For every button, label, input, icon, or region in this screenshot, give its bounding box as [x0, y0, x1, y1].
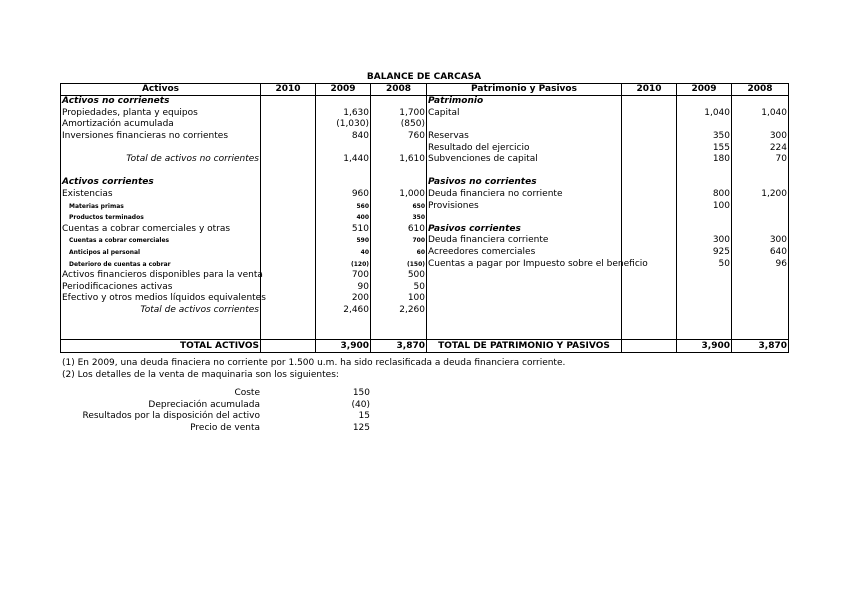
asset-2010 [261, 177, 316, 189]
liab-2009: 1,040 [677, 108, 732, 120]
liab-label [427, 316, 622, 328]
liab-2008 [732, 166, 789, 178]
header-row [61, 84, 789, 96]
asset-2008: 1,700 [371, 108, 427, 120]
total-assets-2009: 3,900 [316, 340, 371, 353]
liab-label: Reservas [427, 131, 622, 143]
asset-label: Productos terminados [61, 212, 261, 224]
asset-2009: 960 [316, 189, 371, 201]
asset-2009: 200 [316, 293, 371, 305]
table-row [61, 142, 789, 154]
liab-2010 [622, 189, 677, 201]
liab-2008 [732, 119, 789, 131]
asset-2010 [261, 212, 316, 224]
header-2009: 2009 [316, 84, 371, 96]
asset-2009: 590 [316, 235, 371, 247]
asset-label: Anticipos al personal [61, 247, 261, 259]
asset-label: Periodificaciones activas [61, 282, 261, 294]
liab-label [427, 119, 622, 131]
note-1: (1) En 2009, una deuda finaciera no corriente por 1.500 u.m. ha sido reclasificada a deuda financiera corriente. [62, 358, 566, 368]
asset-2009: 560 [316, 200, 371, 212]
asset-2010 [261, 142, 316, 154]
asset-2010 [261, 235, 316, 247]
liab-2009: 50 [677, 258, 732, 270]
liab-2008 [732, 224, 789, 236]
asset-2008: 1,000 [371, 189, 427, 201]
asset-label: Existencias [61, 189, 261, 201]
asset-2009: 840 [316, 131, 371, 143]
header-liab-2010: 2010 [622, 84, 677, 96]
header-2010: 2010 [261, 84, 316, 96]
list-item [60, 411, 370, 423]
asset-2010 [261, 305, 316, 317]
asset-label [61, 166, 261, 178]
liab-label: Resultado del ejercicio [427, 142, 622, 154]
asset-2009: 400 [316, 212, 371, 224]
asset-2010 [261, 154, 316, 166]
asset-2008: (850) [371, 119, 427, 131]
liab-2008 [732, 316, 789, 328]
asset-2010 [261, 247, 316, 259]
liab-2008: 1,040 [732, 108, 789, 120]
total-liab-2009: 3,900 [677, 340, 732, 353]
liab-label: Acreedores comerciales [427, 247, 622, 259]
liab-2010 [622, 108, 677, 120]
asset-2010 [261, 108, 316, 120]
sale-details-table [60, 388, 370, 434]
asset-2009: 1,440 [316, 154, 371, 166]
asset-2010 [261, 200, 316, 212]
total-row [61, 340, 789, 353]
asset-2008 [371, 316, 427, 328]
table-row [61, 108, 789, 120]
liab-label: Patrimonio [427, 96, 622, 108]
liab-2009: 800 [677, 189, 732, 201]
liab-label [427, 166, 622, 178]
liab-2009 [677, 96, 732, 108]
asset-2009: 510 [316, 224, 371, 236]
liab-2010 [622, 270, 677, 282]
balance-table [60, 83, 789, 353]
liab-label: Deuda financiera corriente [427, 235, 622, 247]
asset-label: Deterioro de cuentas a cobrar [61, 258, 261, 270]
liab-label: Cuentas a pagar por Impuesto sobre el beneficio [428, 258, 648, 269]
asset-label: Inversiones financieras no corrientes [61, 131, 261, 143]
liab-label [427, 282, 622, 294]
asset-2009: 700 [316, 270, 371, 282]
liab-2008: 224 [732, 142, 789, 154]
asset-2008: 2,260 [371, 305, 427, 317]
liab-label: Subvenciones de capital [427, 154, 622, 166]
asset-2008: 1,610 [371, 154, 427, 166]
asset-label: Propiedades, planta y equipos [61, 108, 261, 120]
asset-2010 [261, 224, 316, 236]
sale-value: (40) [351, 399, 370, 410]
asset-2010 [261, 293, 316, 305]
asset-2009: (1,030) [316, 119, 371, 131]
asset-label: Activos financieros disponibles para la venta [62, 270, 263, 281]
asset-2008 [371, 142, 427, 154]
asset-2009: 40 [316, 247, 371, 259]
liab-label [427, 293, 622, 305]
liab-2008: 70 [732, 154, 789, 166]
liab-2010 [622, 305, 677, 317]
liab-2008: 640 [732, 247, 789, 259]
liab-2009: 925 [677, 247, 732, 259]
asset-2008: 100 [371, 293, 427, 305]
table-row [61, 200, 789, 212]
liab-2009 [677, 166, 732, 178]
liab-2010 [622, 212, 677, 224]
asset-2009 [316, 96, 371, 108]
sale-value: 15 [358, 411, 370, 422]
header-liabilities: Patrimonio y Pasivos [427, 84, 622, 96]
liab-2009 [677, 316, 732, 328]
liab-2010 [622, 235, 677, 247]
sale-label: Depreciación acumulada [148, 399, 260, 410]
liab-2009 [677, 282, 732, 294]
asset-label: Cuentas a cobrar comerciales y otras [61, 224, 261, 236]
asset-2008: 350 [371, 212, 427, 224]
sale-label: Precio de venta [190, 422, 260, 433]
liab-2010 [622, 131, 677, 143]
liab-2010 [622, 224, 677, 236]
asset-2010 [261, 189, 316, 201]
asset-2009 [316, 177, 371, 189]
table-row [61, 177, 789, 189]
asset-2009: 2,460 [316, 305, 371, 317]
table-row [61, 293, 789, 305]
asset-2010 [261, 96, 316, 108]
asset-2010 [261, 166, 316, 178]
list-item [60, 400, 370, 412]
total-liab-label: TOTAL DE PATRIMONIO Y PASIVOS [427, 340, 622, 353]
asset-2009 [316, 316, 371, 328]
liab-2008 [732, 177, 789, 189]
liab-2010 [622, 177, 677, 189]
asset-label [61, 316, 261, 328]
liab-label [427, 305, 622, 317]
asset-2008: 610 [371, 224, 427, 236]
header-liab-2009: 2009 [677, 84, 732, 96]
asset-label: Activos corrientes [61, 177, 261, 189]
asset-2008: 60 [371, 247, 427, 259]
total-assets-2010 [261, 340, 316, 353]
liab-2008 [732, 96, 789, 108]
asset-2010 [261, 258, 316, 270]
liab-2009 [677, 212, 732, 224]
sale-value: 150 [352, 388, 370, 399]
liab-2008 [732, 270, 789, 282]
liab-label [427, 270, 622, 282]
sale-label: Resultados por la disposición del activo [82, 411, 260, 422]
asset-label: Cuentas a cobrar comerciales [61, 235, 261, 247]
sale-value: 125 [352, 422, 370, 433]
table-row [61, 224, 789, 236]
asset-2010 [261, 119, 316, 131]
table-row [61, 305, 789, 317]
liab-2008: 300 [732, 235, 789, 247]
liab-2010 [622, 200, 677, 212]
table-row [61, 282, 789, 294]
liab-2009 [677, 293, 732, 305]
liab-2010 [622, 142, 677, 154]
asset-2008: 500 [371, 270, 427, 282]
asset-2008: 650 [371, 200, 427, 212]
liab-2009 [677, 270, 732, 282]
asset-label: Materias primas [61, 200, 261, 212]
table-row [61, 235, 789, 247]
liab-2008: 300 [732, 131, 789, 143]
liab-label [427, 212, 622, 224]
liab-label: Pasivos no corrientes [427, 177, 622, 189]
table-row [61, 258, 789, 270]
total-liab-2010 [622, 340, 677, 353]
asset-2010 [261, 270, 316, 282]
notes [62, 357, 565, 381]
note-2: (2) Los detalles de la venta de maquinaria son los siguientes: [62, 370, 339, 380]
header-assets: Activos [61, 84, 261, 96]
header-liab-2008: 2008 [732, 84, 789, 96]
asset-2009 [316, 142, 371, 154]
asset-2009: 90 [316, 282, 371, 294]
liab-label: Provisiones [427, 200, 622, 212]
asset-2009: 1,630 [316, 108, 371, 120]
asset-2010 [261, 316, 316, 328]
asset-label: Efectivo y otros medios líquidos equivalentes [62, 293, 266, 304]
asset-2008: 50 [371, 282, 427, 294]
asset-2008: 760 [371, 131, 427, 143]
liab-label: Pasivos corrientes [427, 224, 622, 236]
liab-2010 [622, 119, 677, 131]
asset-label [61, 142, 261, 154]
liab-2009: 300 [677, 235, 732, 247]
liab-2010 [622, 293, 677, 305]
liab-label: Capital [427, 108, 622, 120]
table-row [61, 316, 789, 328]
liab-2009 [677, 177, 732, 189]
header-2008: 2008 [371, 84, 427, 96]
liab-2008 [732, 212, 789, 224]
asset-2008 [371, 166, 427, 178]
asset-label: Total de activos corrientes [61, 305, 261, 317]
sale-label: Coste [234, 388, 260, 399]
liab-2009: 180 [677, 154, 732, 166]
table-row [61, 270, 789, 282]
liab-2010 [622, 316, 677, 328]
asset-label: Activos no corrienets [61, 96, 261, 108]
liab-2009 [677, 119, 732, 131]
liab-2009: 155 [677, 142, 732, 154]
table-row [61, 212, 789, 224]
table-row [61, 154, 789, 166]
table-row [61, 189, 789, 201]
list-item [60, 388, 370, 400]
asset-2008: (150) [371, 258, 427, 270]
asset-label: Amortización acumulada [61, 119, 261, 131]
table-row [61, 119, 789, 131]
liab-2008 [732, 293, 789, 305]
liab-2010 [622, 166, 677, 178]
asset-2009 [316, 166, 371, 178]
asset-2008: 700 [371, 235, 427, 247]
liab-label: Deuda financiera no corriente [427, 189, 622, 201]
liab-2009 [677, 305, 732, 317]
liab-2010 [622, 247, 677, 259]
liab-2010 [622, 96, 677, 108]
total-liab-2008: 3,870 [732, 340, 789, 353]
table-row [61, 247, 789, 259]
asset-2010 [261, 282, 316, 294]
total-assets-label: TOTAL ACTIVOS [61, 340, 261, 353]
asset-label: Total de activos no corrientes [61, 154, 261, 166]
table-row [61, 166, 789, 178]
list-item [60, 423, 370, 435]
liab-2008: 96 [732, 258, 789, 270]
table-row [61, 131, 789, 143]
liab-2008: 1,200 [732, 189, 789, 201]
liab-2010 [622, 282, 677, 294]
asset-2009: (120) [316, 258, 371, 270]
liab-2009 [677, 224, 732, 236]
liab-2008 [732, 305, 789, 317]
liab-2008 [732, 282, 789, 294]
asset-2008 [371, 177, 427, 189]
table-row [61, 96, 789, 108]
liab-2009: 100 [677, 200, 732, 212]
asset-2008 [371, 96, 427, 108]
liab-2008 [732, 200, 789, 212]
balance-title: BALANCE DE CARCASA [366, 72, 482, 82]
liab-2009: 350 [677, 131, 732, 143]
liab-2010 [622, 154, 677, 166]
total-assets-2008: 3,870 [371, 340, 427, 353]
asset-2010 [261, 131, 316, 143]
